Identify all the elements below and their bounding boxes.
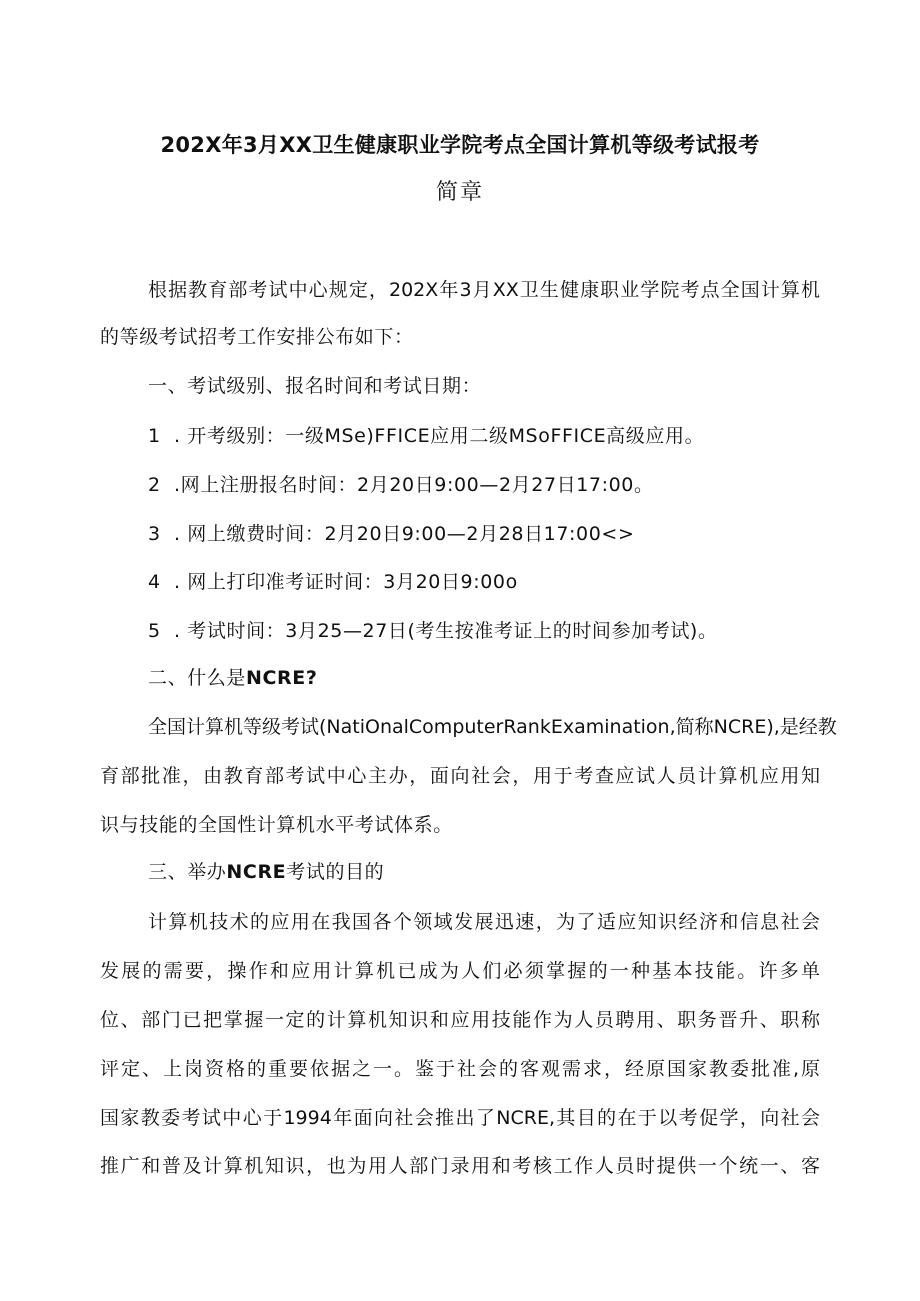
section-3-body-line-2: 发展的需要，操作和应用计算机已成为人们必须掌握的一种基本技能。许多单 (100, 960, 820, 982)
section-3-heading (148, 858, 820, 886)
section-2-body-line-2: 育部批准，由教育部考试中心主办，面向社会，用于考查应试人员计算机应用知 (100, 765, 820, 787)
list-item-number: 4 (148, 571, 161, 593)
list-item-number: 2 (148, 474, 161, 496)
section-3-heading-keyword: NCRE (226, 861, 287, 883)
section-2-heading-prefix: 二、什么是 (148, 667, 247, 689)
list-item-number: 5 (148, 620, 161, 642)
list-item-text: .网上注册报名时间：2月20日9:00—2月27日17:00。 (174, 474, 654, 496)
intro-line-2: 的等级考试招考工作安排公布如下： (100, 326, 414, 348)
section-2-body-line-3: 识与技能的全国性计算机水平考试体系。 (100, 814, 453, 836)
list-item (148, 617, 820, 645)
section-3-heading-prefix: 三、举办 (148, 861, 227, 883)
section-3-body-line-1: 计算机技术的应用在我国各个领域发展迅速，为了适应知识经济和信息社会 (148, 911, 820, 933)
list-item-text: . 网上打印准考证时间：3月20日9:00o (174, 571, 518, 593)
section-2-body-line-1: 全国计算机等级考试(NatiOnalComputerRankExamination,简称NCRE),是经教 (148, 716, 837, 738)
list-item (148, 422, 820, 450)
section-1-heading: 一、考试级别、报名时间和考试日期： (148, 375, 482, 397)
list-item (148, 471, 820, 499)
document-title-line-1: 202X年3月XX卫生健康职业学院考点全国计算机等级考试报考 (160, 133, 760, 157)
document-title-line-2: 简章 (435, 180, 484, 205)
list-item-text: . 开考级别：一级MSe)FFICE应用二级MSoFFICE高级应用。 (174, 425, 705, 447)
list-item-number: 3 (148, 523, 161, 545)
section-3-body-line-3: 位、部门已把掌握一定的计算机知识和应用技能作为人员聘用、职务晋升、职称 (100, 1009, 820, 1031)
section-2-heading (148, 664, 820, 692)
section-2-heading-keyword: NCRE? (246, 667, 318, 689)
section-3-body-line-6: 推广和普及计算机知识，也为用人部门录用和考核工作人员时提供一个统一、客 (100, 1155, 820, 1177)
list-item (148, 568, 820, 596)
intro-line-1: 根据教育部考试中心规定，202X年3月XX卫生健康职业学院考点全国计算机 (148, 279, 820, 301)
section-3-body-line-4: 评定、上岗资格的重要依据之一。鉴于社会的客观需求，经原国家教委批准,原 (100, 1058, 820, 1080)
list-item (148, 520, 820, 548)
section-3-body-line-5: 国家教委考试中心于1994年面向社会推出了NCRE,其目的在于以考促学，向社会 (100, 1107, 820, 1129)
list-item-number: 1 (148, 425, 161, 447)
list-item-text: . 网上缴费时间：2月20日9:00—2月28日17:00<> (174, 523, 635, 545)
list-item-text: . 考试时间：3月25—27日(考生按准考证上的时间参加考试)。 (174, 620, 718, 642)
section-3-heading-suffix: 考试的目的 (286, 861, 385, 883)
